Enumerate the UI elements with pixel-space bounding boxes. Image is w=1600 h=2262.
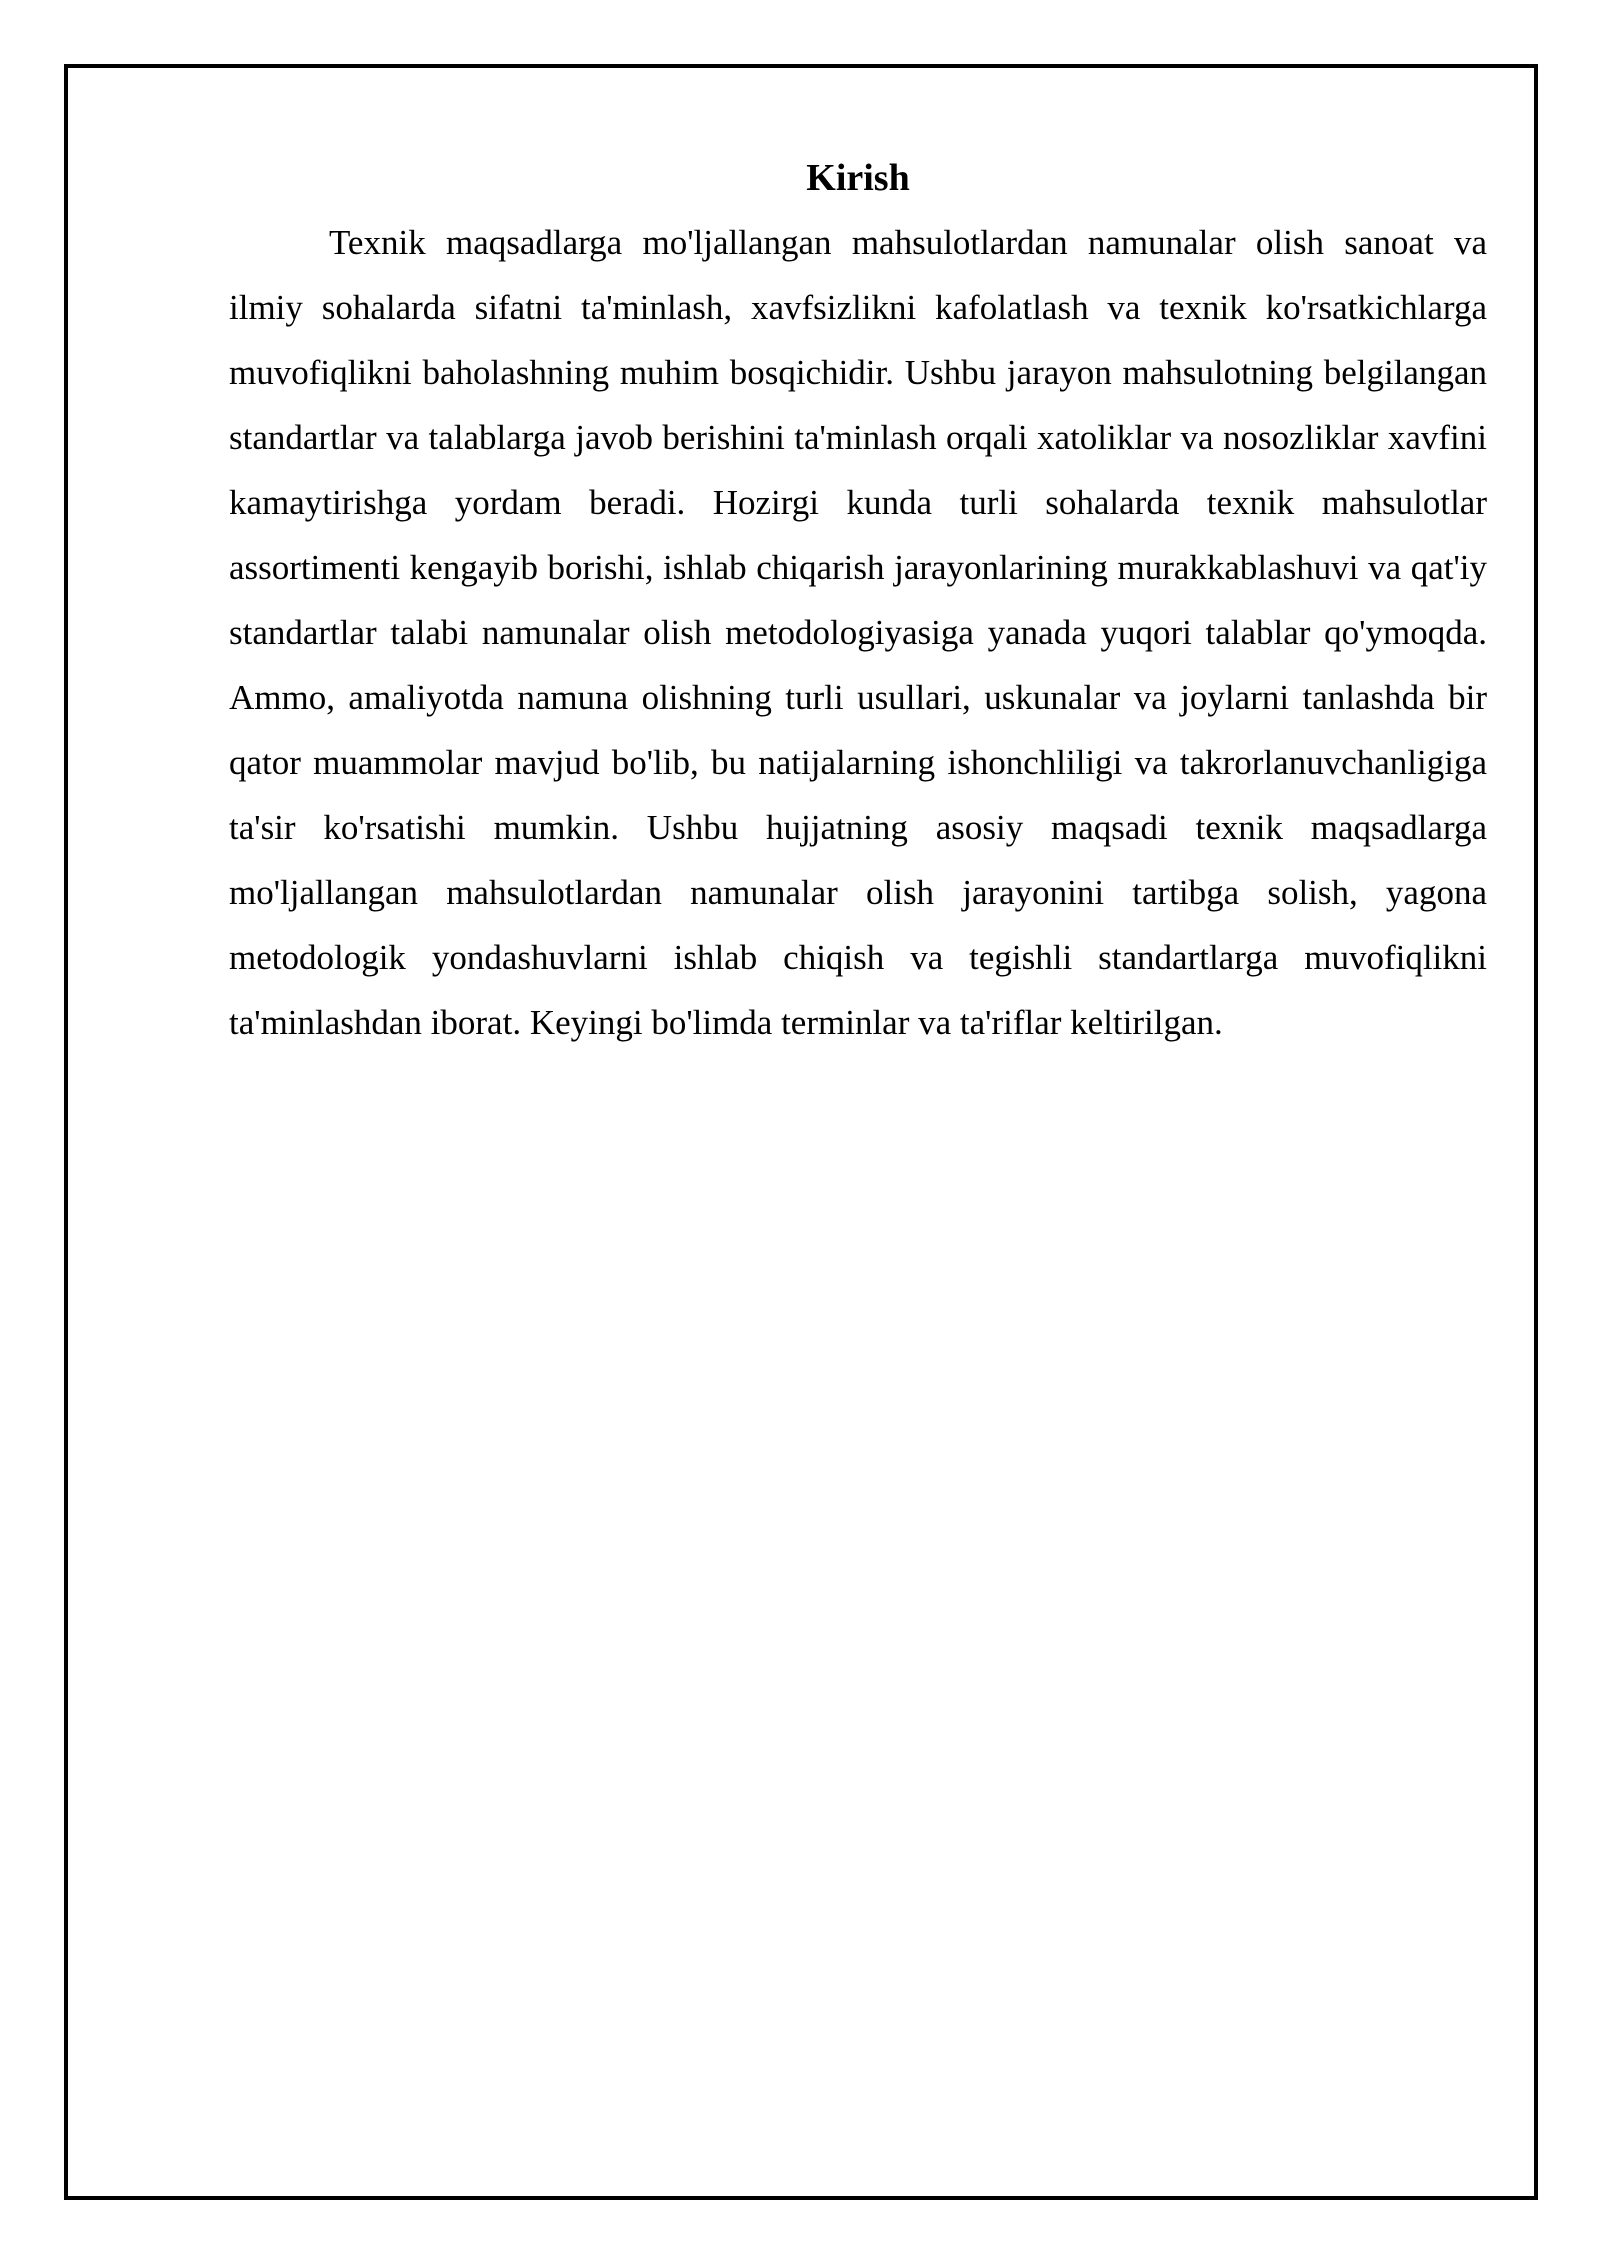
document-body bbox=[229, 148, 1487, 1055]
intro-paragraph: Texnik maqsadlarga mo'ljallangan mahsulotlardan namunalar olish sanoat va ilmiy sohalarda sifatni ta'minlash, xavfsizlikni kafolatlash va texnik ko'rsatkichlarga muvofiqlikni baholashning muhim bosqichidir. Ushbu jarayon mahsulotning belgilangan standartlar va talablarga javob berishini ta'minlash orqali xatoliklar va nosozliklar xavfini kamaytirishga yordam beradi. Hozirgi kunda turli sohalarda texnik mahsulotlar assortimenti kengayib borishi, ishlab chiqarish jarayonlarining murakkablashuvi va qat'iy standartlar talabi namunalar olish metodologiyasiga yanada yuqori talablar qo'ymoqda. Ammo, amaliyotda namuna olishning turli usullari, uskunalar va joylarni tanlashda bir qator muammolar mavjud bo'lib, bu natijalarning ishonchliligi va takrorlanuvchanligiga ta'sir ko'rsatishi mumkin. Ushbu hujjatning asosiy maqsadi texnik maqsadlarga mo'ljallangan mahsulotlardan namunalar olish jarayonini tartibga solish, yagona metodologik yondashuvlarni ishlab chiqish va tegishli standartlarga muvofiqlikni ta'minlashdan iborat. Keyingi bo'limda terminlar va ta'riflar keltirilgan. bbox=[229, 223, 1487, 1042]
section-title: Kirish bbox=[806, 157, 910, 199]
